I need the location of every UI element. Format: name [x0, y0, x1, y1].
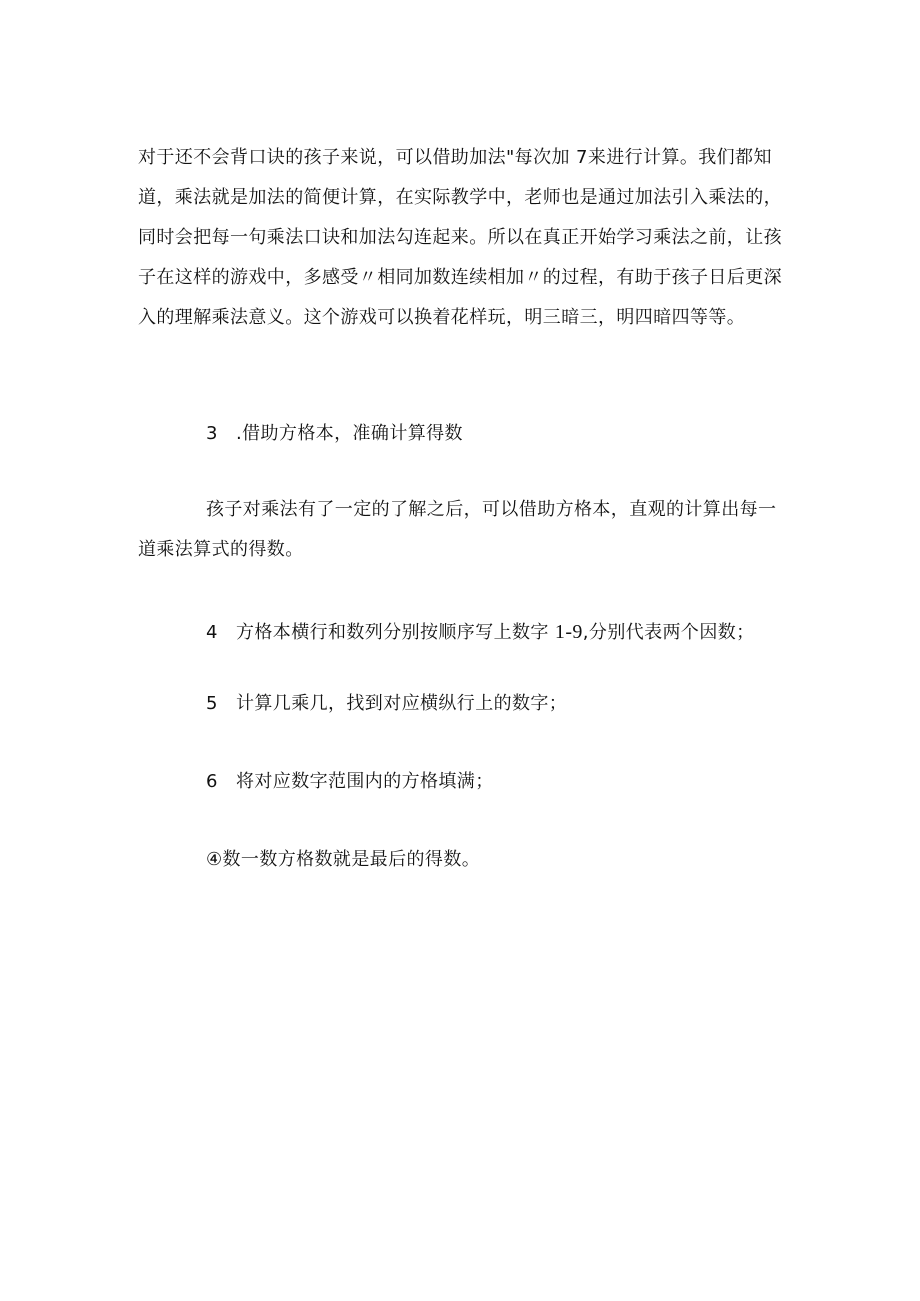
step-item-circled-4: [206, 848, 480, 872]
step-text: ,分别代表两个因数；: [582, 622, 755, 643]
step-number: 4: [206, 622, 218, 643]
section-heading-3: [206, 422, 463, 446]
paragraph-line: 孩子对乘法有了一定的了解之后，可以借助方格本，直观的计算出每一: [206, 499, 777, 520]
step-text: ④数一数方格数就是最后的得数。: [206, 849, 481, 870]
heading-text: .借助方格本，准确计算得数: [236, 423, 463, 444]
step-number: 5: [206, 693, 218, 714]
paragraph-line: 入的理解乘法意义。这个游戏可以换着花样玩，明三暗三，明四暗四等等。: [138, 307, 746, 328]
paragraph-line: 道，乘法就是加法的简便计算，在实际教学中，老师也是通过加法引入乘法的，: [138, 187, 782, 208]
paragraph-line: 同时会把每一句乘法口诀和加法勾连起来。所以在真正开始学习乘法之前，让孩: [138, 227, 782, 248]
paragraph-line: 道乘法算式的得数。: [138, 539, 304, 560]
paragraph-grid: [138, 490, 798, 570]
step-item-4: [206, 620, 755, 645]
step-item-5: [206, 692, 567, 716]
heading-number: 3: [206, 423, 218, 444]
step-text: 方格本横行和数列分别按顺序写上数字: [236, 622, 555, 643]
step-text: 计算几乘几，找到对应横纵行上的数字；: [236, 693, 568, 714]
step-item-6: [206, 770, 494, 794]
step-text: 将对应数字范围内的方格填满；: [236, 771, 494, 792]
step-range: 1-9: [554, 621, 583, 643]
paragraph-intro: [138, 138, 798, 338]
step-number: 6: [206, 771, 218, 792]
paragraph-line: 子在这样的游戏中，多感受〃相同加数连续相加〃的过程，有助于孩子日后更深: [138, 267, 782, 288]
paragraph-line: 对于还不会背口诀的孩子来说，可以借助加法"每次加 7来进行计算。我们都知: [138, 147, 772, 168]
